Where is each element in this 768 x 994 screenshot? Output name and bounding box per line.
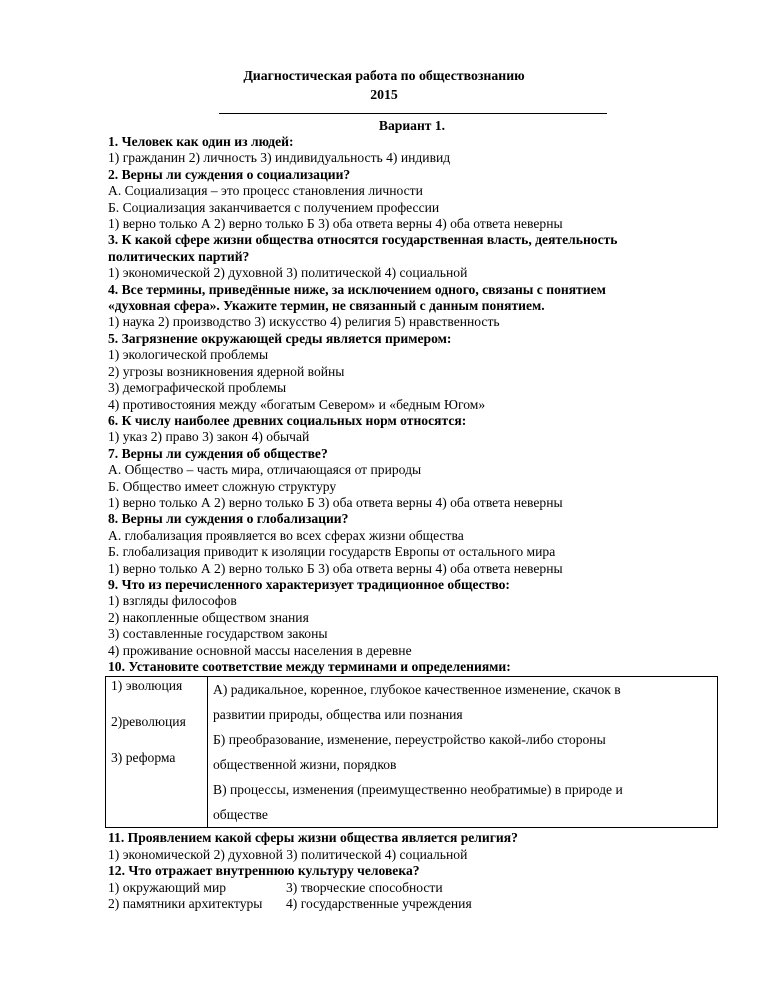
answer-line: 1) верно только А 2) верно только Б 3) оба ответа верны 4) оба ответа неверны [108, 216, 563, 232]
definition-line: А) радикальное, коренное, глубокое качественное изменение, скачок в [213, 682, 621, 698]
answer-option: 4) государственные учреждения [286, 896, 472, 912]
answer-option: 3) творческие способности [286, 879, 443, 895]
matching-table [105, 676, 718, 828]
answer-row [108, 880, 668, 896]
answer-line: 3) составленные государством законы [108, 626, 328, 642]
title-divider [219, 113, 607, 114]
answer-option: 1) окружающий мир [108, 879, 227, 895]
definitions-column [208, 677, 718, 828]
variant-heading: Вариант 1. [378, 118, 446, 133]
answer-line: 1) гражданин 2) личность 3) индивидуальность 4) индивид [108, 150, 451, 166]
question-11: 11. Проявлением какой сферы жизни общества является религия? [108, 830, 518, 846]
question-1: 1. Человек как один из людей: [108, 134, 294, 149]
question-7: 7. Верны ли суждения об обществе? [108, 445, 328, 461]
answer-line: А. глобализация проявляется во всех сферах жизни общества [108, 527, 464, 543]
answer-line: 2) угрозы возникновения ядерной войны [108, 363, 345, 379]
answer-line: А. Общество – часть мира, отличающаяся от природы [108, 462, 422, 478]
answer-line: Б. Социализация заканчивается с получением профессии [108, 199, 440, 215]
answer-line: 1) экономической 2) духовной 3) политической 4) социальной [108, 846, 468, 862]
document-title [0, 66, 768, 104]
definition-line: развитии природы, общества или познания [213, 707, 463, 723]
question-5: 5. Загрязнение окружающей среды является примером: [108, 330, 452, 346]
definition-line: В) процессы, изменения (преимущественно необратимые) в природе и [213, 782, 623, 798]
term-item: 2)революция [111, 714, 186, 730]
term-item: 1) эволюция [111, 678, 183, 694]
answer-line: Б. Общество имеет сложную структуру [108, 478, 337, 494]
answer-line: 1) взгляды философов [108, 593, 237, 609]
answer-line: 4) противостояния между «богатым Севером» и «бедным Югом» [108, 396, 486, 412]
title-line-1: Диагностическая работа по обществознанию [243, 68, 525, 83]
question-3: 3. К какой сфере жизни общества относятся государственная власть, деятельность [108, 232, 618, 248]
question-3-cont: политических партий? [108, 248, 250, 264]
question-2: 2. Верны ли суждения о социализации? [108, 166, 351, 182]
questions-body [108, 134, 668, 912]
question-4-cont: «духовная сфера». Укажите термин, не связанный с данным понятием. [108, 298, 545, 314]
answer-row [108, 896, 668, 912]
answer-line: 3) демографической проблемы [108, 380, 287, 396]
answer-line: 1) экономической 2) духовной 3) политической 4) социальной [108, 265, 468, 281]
answer-option: 2) памятники архитектуры [108, 896, 263, 912]
answer-line: 1) экологической проблемы [108, 347, 269, 363]
answer-line: 4) проживание основной массы населения в деревне [108, 642, 412, 658]
answer-line: Б. глобализация приводит к изоляции государств Европы от остального мира [108, 544, 556, 560]
answer-line: А. Социализация – это процесс становления личности [108, 183, 423, 199]
question-6: 6. К числу наиболее древних социальных норм относятся: [108, 412, 467, 428]
question-9: 9. Что из перечисленного характеризует традиционное общество: [108, 576, 510, 592]
term-item: 3) реформа [111, 750, 176, 766]
definition-line: Б) преобразование, изменение, переустройство какой-либо стороны [213, 732, 606, 748]
answer-line: 1) наука 2) производство 3) искусство 4) религия 5) нравственность [108, 314, 500, 330]
question-8: 8. Верны ли суждения о глобализации? [108, 511, 349, 527]
question-10: 10. Установите соответствие между терминами и определениями: [108, 659, 511, 674]
question-4: 4. Все термины, приведённые ниже, за исключением одного, связаны с понятием [108, 281, 606, 297]
terms-column [106, 677, 208, 828]
answer-line: 1) верно только А 2) верно только Б 3) оба ответа верны 4) оба ответа неверны [108, 494, 563, 510]
answer-line: 1) указ 2) право 3) закон 4) обычай [108, 429, 310, 445]
question-12: 12. Что отражает внутреннюю культуру человека? [108, 863, 420, 879]
definition-line: общественной жизни, порядков [213, 757, 397, 773]
title-line-2: 2015 [370, 87, 398, 102]
answer-line: 1) верно только А 2) верно только Б 3) оба ответа верны 4) оба ответа неверны [108, 560, 563, 576]
answer-line: 2) накопленные обществом знания [108, 609, 309, 625]
definition-line: обществе [213, 807, 268, 823]
